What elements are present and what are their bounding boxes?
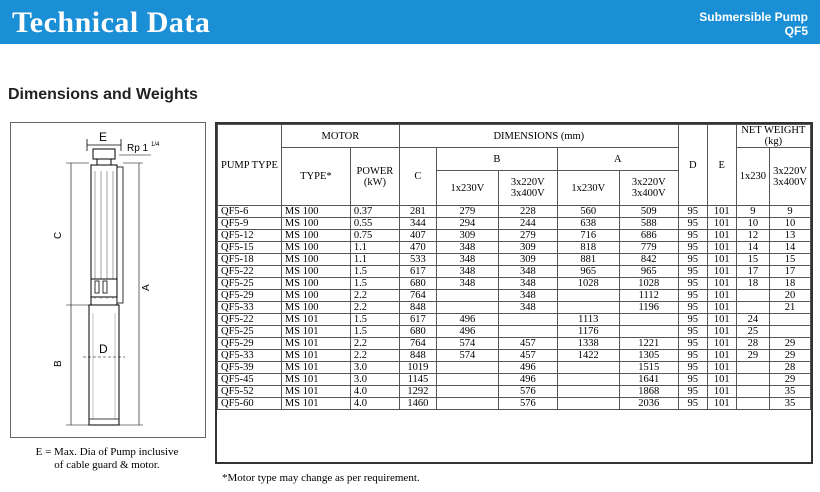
table-cell: 4.0 bbox=[350, 386, 399, 398]
table-row bbox=[218, 302, 811, 314]
table-cell: 0.55 bbox=[350, 218, 399, 230]
table-cell: 764 bbox=[399, 338, 436, 350]
table-cell: 2.2 bbox=[350, 290, 399, 302]
table-cell: 95 bbox=[678, 302, 707, 314]
table-cell: 309 bbox=[498, 242, 557, 254]
col-header-b-3x: 3x220V 3x400V bbox=[498, 171, 557, 206]
table-cell: 3.0 bbox=[350, 374, 399, 386]
table-cell: 348 bbox=[436, 254, 498, 266]
table-cell: 13 bbox=[770, 230, 811, 242]
table-cell: 101 bbox=[707, 230, 736, 242]
table-cell: MS 101 bbox=[281, 326, 350, 338]
table-cell: 638 bbox=[557, 218, 619, 230]
section-title: Dimensions and Weights bbox=[8, 86, 198, 103]
table-cell: 1.1 bbox=[350, 254, 399, 266]
table-cell: 818 bbox=[557, 242, 619, 254]
table-cell: 95 bbox=[678, 242, 707, 254]
table-cell: 28 bbox=[770, 362, 811, 374]
table-cell: 560 bbox=[557, 206, 619, 218]
table-cell: QF5-60 bbox=[218, 398, 282, 410]
table-cell bbox=[436, 290, 498, 302]
table-cell: 101 bbox=[707, 290, 736, 302]
table-cell: 2.2 bbox=[350, 350, 399, 362]
table-cell: 14 bbox=[736, 242, 769, 254]
table-cell: 29 bbox=[770, 350, 811, 362]
table-cell bbox=[436, 362, 498, 374]
col-header-weight-1x230: 1x230 bbox=[736, 148, 769, 206]
table-row bbox=[218, 338, 811, 350]
table-row bbox=[218, 242, 811, 254]
col-header-e: E bbox=[707, 125, 736, 206]
table-cell: 101 bbox=[707, 314, 736, 326]
table-cell: 29 bbox=[770, 338, 811, 350]
table-cell: 348 bbox=[498, 290, 557, 302]
table-cell: 101 bbox=[707, 326, 736, 338]
table-cell: QF5-22 bbox=[218, 266, 282, 278]
product-subtitle: Submersible Pump bbox=[699, 10, 808, 24]
table-row bbox=[218, 254, 811, 266]
table-cell: 17 bbox=[770, 266, 811, 278]
table-row bbox=[218, 350, 811, 362]
table-cell: 101 bbox=[707, 278, 736, 290]
table-cell: 101 bbox=[707, 266, 736, 278]
table-cell: 348 bbox=[498, 278, 557, 290]
pump-diagram bbox=[11, 123, 205, 437]
table-cell: 95 bbox=[678, 218, 707, 230]
table-cell: 17 bbox=[736, 266, 769, 278]
table-cell: 25 bbox=[736, 326, 769, 338]
drawing-caption bbox=[10, 446, 204, 472]
table-cell: 1868 bbox=[619, 386, 678, 398]
table-cell: 764 bbox=[399, 290, 436, 302]
table-cell bbox=[498, 326, 557, 338]
table-row bbox=[218, 374, 811, 386]
table-cell bbox=[736, 362, 769, 374]
col-header-b-1x230: 1x230V bbox=[436, 171, 498, 206]
table-cell: QF5-9 bbox=[218, 218, 282, 230]
table-cell: QF5-25 bbox=[218, 326, 282, 338]
table-cell: 881 bbox=[557, 254, 619, 266]
table-cell bbox=[436, 302, 498, 314]
table-cell: QF5-15 bbox=[218, 242, 282, 254]
table-cell: 95 bbox=[678, 278, 707, 290]
col-header-motor: MOTOR bbox=[281, 125, 399, 148]
label-d: D bbox=[99, 342, 108, 356]
table-cell: 348 bbox=[498, 266, 557, 278]
table-cell: 457 bbox=[498, 338, 557, 350]
label-b: B bbox=[53, 360, 64, 367]
table-cell bbox=[770, 326, 811, 338]
table-cell bbox=[557, 386, 619, 398]
table-cell bbox=[498, 314, 557, 326]
table-cell: QF5-25 bbox=[218, 278, 282, 290]
table-cell: 95 bbox=[678, 386, 707, 398]
table-cell: 101 bbox=[707, 362, 736, 374]
col-header-power: POWER (kW) bbox=[350, 148, 399, 206]
table-cell bbox=[736, 386, 769, 398]
page-title: Technical Data bbox=[12, 6, 211, 39]
footnote: *Motor type may change as per requirement. bbox=[222, 472, 420, 484]
table-cell: 1221 bbox=[619, 338, 678, 350]
table-cell: 35 bbox=[770, 398, 811, 410]
table-cell: 15 bbox=[736, 254, 769, 266]
table-cell: 20 bbox=[770, 290, 811, 302]
table-cell: MS 100 bbox=[281, 230, 350, 242]
table-cell: 95 bbox=[678, 206, 707, 218]
table-cell: QF5-33 bbox=[218, 350, 282, 362]
table-cell: 344 bbox=[399, 218, 436, 230]
table-cell: 470 bbox=[399, 242, 436, 254]
table-cell: QF5-39 bbox=[218, 362, 282, 374]
table-cell bbox=[619, 314, 678, 326]
col-header-net-weight: NET WEIGHT (kg) bbox=[736, 125, 810, 148]
table-cell: MS 100 bbox=[281, 218, 350, 230]
header-banner bbox=[0, 0, 820, 44]
table-cell: 848 bbox=[399, 350, 436, 362]
table-cell: QF5-45 bbox=[218, 374, 282, 386]
table-cell: 617 bbox=[399, 266, 436, 278]
table-cell: 574 bbox=[436, 350, 498, 362]
col-header-weight-3x: 3x220V 3x400V bbox=[770, 148, 811, 206]
table-cell: 9 bbox=[770, 206, 811, 218]
table-cell: 1113 bbox=[557, 314, 619, 326]
table-cell: 10 bbox=[736, 218, 769, 230]
table-cell: 2.2 bbox=[350, 338, 399, 350]
table-cell: 309 bbox=[498, 254, 557, 266]
table-cell: 101 bbox=[707, 302, 736, 314]
table-cell: 348 bbox=[436, 278, 498, 290]
table-cell: MS 100 bbox=[281, 266, 350, 278]
table-cell: 574 bbox=[436, 338, 498, 350]
table-cell: 1422 bbox=[557, 350, 619, 362]
table-cell: 588 bbox=[619, 218, 678, 230]
table-cell: 294 bbox=[436, 218, 498, 230]
table-cell: 95 bbox=[678, 338, 707, 350]
col-header-a: A bbox=[557, 148, 678, 171]
table-cell: 10 bbox=[770, 218, 811, 230]
table-cell: 496 bbox=[498, 374, 557, 386]
table-cell: 244 bbox=[498, 218, 557, 230]
table-cell: 3.0 bbox=[350, 362, 399, 374]
table-cell: 2036 bbox=[619, 398, 678, 410]
table-cell: 1028 bbox=[557, 278, 619, 290]
table-cell: 101 bbox=[707, 350, 736, 362]
table-cell: MS 100 bbox=[281, 242, 350, 254]
table-cell: MS 100 bbox=[281, 290, 350, 302]
table-cell: 101 bbox=[707, 206, 736, 218]
table-cell bbox=[436, 398, 498, 410]
table-cell: 680 bbox=[399, 326, 436, 338]
col-header-d: D bbox=[678, 125, 707, 206]
table-cell: MS 101 bbox=[281, 338, 350, 350]
table-cell: 1.5 bbox=[350, 278, 399, 290]
table-cell: 28 bbox=[736, 338, 769, 350]
table-cell bbox=[770, 314, 811, 326]
table-cell bbox=[557, 398, 619, 410]
label-c: C bbox=[53, 231, 64, 239]
table-cell: 680 bbox=[399, 278, 436, 290]
table-cell: QF5-22 bbox=[218, 314, 282, 326]
table-cell: 779 bbox=[619, 242, 678, 254]
table-cell: 965 bbox=[619, 266, 678, 278]
table-cell: QF5-29 bbox=[218, 290, 282, 302]
table-cell: 1196 bbox=[619, 302, 678, 314]
table-cell: 309 bbox=[436, 230, 498, 242]
table-row bbox=[218, 314, 811, 326]
table-cell: 576 bbox=[498, 398, 557, 410]
table-cell: QF5-6 bbox=[218, 206, 282, 218]
table-cell: 101 bbox=[707, 374, 736, 386]
table-cell: MS 101 bbox=[281, 314, 350, 326]
table-cell bbox=[557, 362, 619, 374]
table-cell: 348 bbox=[498, 302, 557, 314]
table-cell: 617 bbox=[399, 314, 436, 326]
table-cell: 95 bbox=[678, 326, 707, 338]
table-cell: 1112 bbox=[619, 290, 678, 302]
product-model: QF5 bbox=[784, 24, 808, 38]
dimensions-table-panel bbox=[215, 122, 813, 464]
table-cell: 1.5 bbox=[350, 266, 399, 278]
caption-line-2: of cable guard & motor. bbox=[54, 459, 160, 471]
table-cell: 0.75 bbox=[350, 230, 399, 242]
table-cell: 1305 bbox=[619, 350, 678, 362]
table-cell: 95 bbox=[678, 314, 707, 326]
table-cell bbox=[436, 374, 498, 386]
table-cell: 12 bbox=[736, 230, 769, 242]
pump-drawing-panel bbox=[10, 122, 206, 438]
table-cell: 576 bbox=[498, 386, 557, 398]
label-rp-sup: 1/4 bbox=[151, 142, 160, 148]
table-cell: 1028 bbox=[619, 278, 678, 290]
table-cell: 842 bbox=[619, 254, 678, 266]
table-cell: 18 bbox=[736, 278, 769, 290]
table-cell bbox=[436, 386, 498, 398]
col-header-a-1x230: 1x230V bbox=[557, 171, 619, 206]
table-cell: MS 101 bbox=[281, 374, 350, 386]
table-cell: 24 bbox=[736, 314, 769, 326]
table-cell: 1.1 bbox=[350, 242, 399, 254]
table-cell: 348 bbox=[436, 266, 498, 278]
table-cell: 1145 bbox=[399, 374, 436, 386]
table-row bbox=[218, 278, 811, 290]
table-cell: 279 bbox=[498, 230, 557, 242]
table-cell: 95 bbox=[678, 254, 707, 266]
table-row bbox=[218, 326, 811, 338]
table-cell: 95 bbox=[678, 230, 707, 242]
table-cell: 279 bbox=[436, 206, 498, 218]
table-cell: MS 100 bbox=[281, 278, 350, 290]
label-e: E bbox=[99, 130, 108, 144]
table-cell: 101 bbox=[707, 338, 736, 350]
table-cell: 0.37 bbox=[350, 206, 399, 218]
table-cell: 1292 bbox=[399, 386, 436, 398]
table-cell: 1.5 bbox=[350, 326, 399, 338]
table-cell: 533 bbox=[399, 254, 436, 266]
table-cell bbox=[736, 374, 769, 386]
table-cell bbox=[557, 290, 619, 302]
table-row bbox=[218, 398, 811, 410]
table-cell: QF5-52 bbox=[218, 386, 282, 398]
table-cell: QF5-33 bbox=[218, 302, 282, 314]
table-cell: 848 bbox=[399, 302, 436, 314]
label-rp: Rp 1 bbox=[127, 143, 149, 154]
table-row bbox=[218, 266, 811, 278]
table-cell: 716 bbox=[557, 230, 619, 242]
table-cell: 9 bbox=[736, 206, 769, 218]
table-cell: MS 101 bbox=[281, 386, 350, 398]
table-cell: 95 bbox=[678, 362, 707, 374]
table-cell: 2.2 bbox=[350, 302, 399, 314]
col-header-pump-type: PUMP TYPE bbox=[218, 125, 282, 206]
table-cell: QF5-18 bbox=[218, 254, 282, 266]
table-cell: MS 100 bbox=[281, 254, 350, 266]
table-cell: 348 bbox=[436, 242, 498, 254]
caption-line-1: E = Max. Dia of Pump inclusive bbox=[35, 446, 179, 458]
table-cell: 1460 bbox=[399, 398, 436, 410]
table-cell: 1019 bbox=[399, 362, 436, 374]
table-cell: 101 bbox=[707, 386, 736, 398]
table-cell: 101 bbox=[707, 398, 736, 410]
table-cell: 228 bbox=[498, 206, 557, 218]
table-cell: 21 bbox=[770, 302, 811, 314]
table-cell: 281 bbox=[399, 206, 436, 218]
table-row bbox=[218, 290, 811, 302]
table-cell bbox=[736, 302, 769, 314]
table-cell: 496 bbox=[498, 362, 557, 374]
table-cell: 1338 bbox=[557, 338, 619, 350]
table-cell: QF5-12 bbox=[218, 230, 282, 242]
table-cell: 14 bbox=[770, 242, 811, 254]
table-cell: 95 bbox=[678, 290, 707, 302]
table-body bbox=[218, 206, 811, 410]
table-cell: 1.5 bbox=[350, 314, 399, 326]
table-cell: 496 bbox=[436, 314, 498, 326]
table-cell bbox=[557, 302, 619, 314]
table-cell: MS 101 bbox=[281, 350, 350, 362]
table-cell bbox=[557, 374, 619, 386]
table-cell: 35 bbox=[770, 386, 811, 398]
table-cell: 1515 bbox=[619, 362, 678, 374]
table-cell: 95 bbox=[678, 374, 707, 386]
table-cell: 95 bbox=[678, 350, 707, 362]
table-row bbox=[218, 362, 811, 374]
col-header-type: TYPE* bbox=[281, 148, 350, 206]
table-row bbox=[218, 386, 811, 398]
table-cell: 29 bbox=[770, 374, 811, 386]
label-a: A bbox=[141, 284, 152, 291]
table-cell: 15 bbox=[770, 254, 811, 266]
table-cell: 407 bbox=[399, 230, 436, 242]
table-cell: 1641 bbox=[619, 374, 678, 386]
dimensions-table bbox=[217, 124, 811, 410]
table-cell: MS 101 bbox=[281, 398, 350, 410]
col-header-c: C bbox=[399, 148, 436, 206]
table-cell: 457 bbox=[498, 350, 557, 362]
table-cell: MS 100 bbox=[281, 302, 350, 314]
col-header-dimensions: DIMENSIONS (mm) bbox=[399, 125, 678, 148]
table-cell: MS 100 bbox=[281, 206, 350, 218]
table-row bbox=[218, 230, 811, 242]
table-cell: 101 bbox=[707, 218, 736, 230]
table-cell: 965 bbox=[557, 266, 619, 278]
table-cell bbox=[736, 290, 769, 302]
table-cell bbox=[619, 326, 678, 338]
table-row bbox=[218, 206, 811, 218]
table-cell: 29 bbox=[736, 350, 769, 362]
col-header-a-3x: 3x220V 3x400V bbox=[619, 171, 678, 206]
table-cell: MS 101 bbox=[281, 362, 350, 374]
table-cell: 95 bbox=[678, 398, 707, 410]
table-cell: 686 bbox=[619, 230, 678, 242]
table-cell: 509 bbox=[619, 206, 678, 218]
table-cell: 101 bbox=[707, 254, 736, 266]
table-cell bbox=[736, 398, 769, 410]
table-row bbox=[218, 218, 811, 230]
table-cell: 496 bbox=[436, 326, 498, 338]
col-header-b: B bbox=[436, 148, 557, 171]
table-cell: 4.0 bbox=[350, 398, 399, 410]
table-cell: 18 bbox=[770, 278, 811, 290]
table-cell: 101 bbox=[707, 242, 736, 254]
table-cell: QF5-29 bbox=[218, 338, 282, 350]
table-cell: 1176 bbox=[557, 326, 619, 338]
table-cell: 95 bbox=[678, 266, 707, 278]
